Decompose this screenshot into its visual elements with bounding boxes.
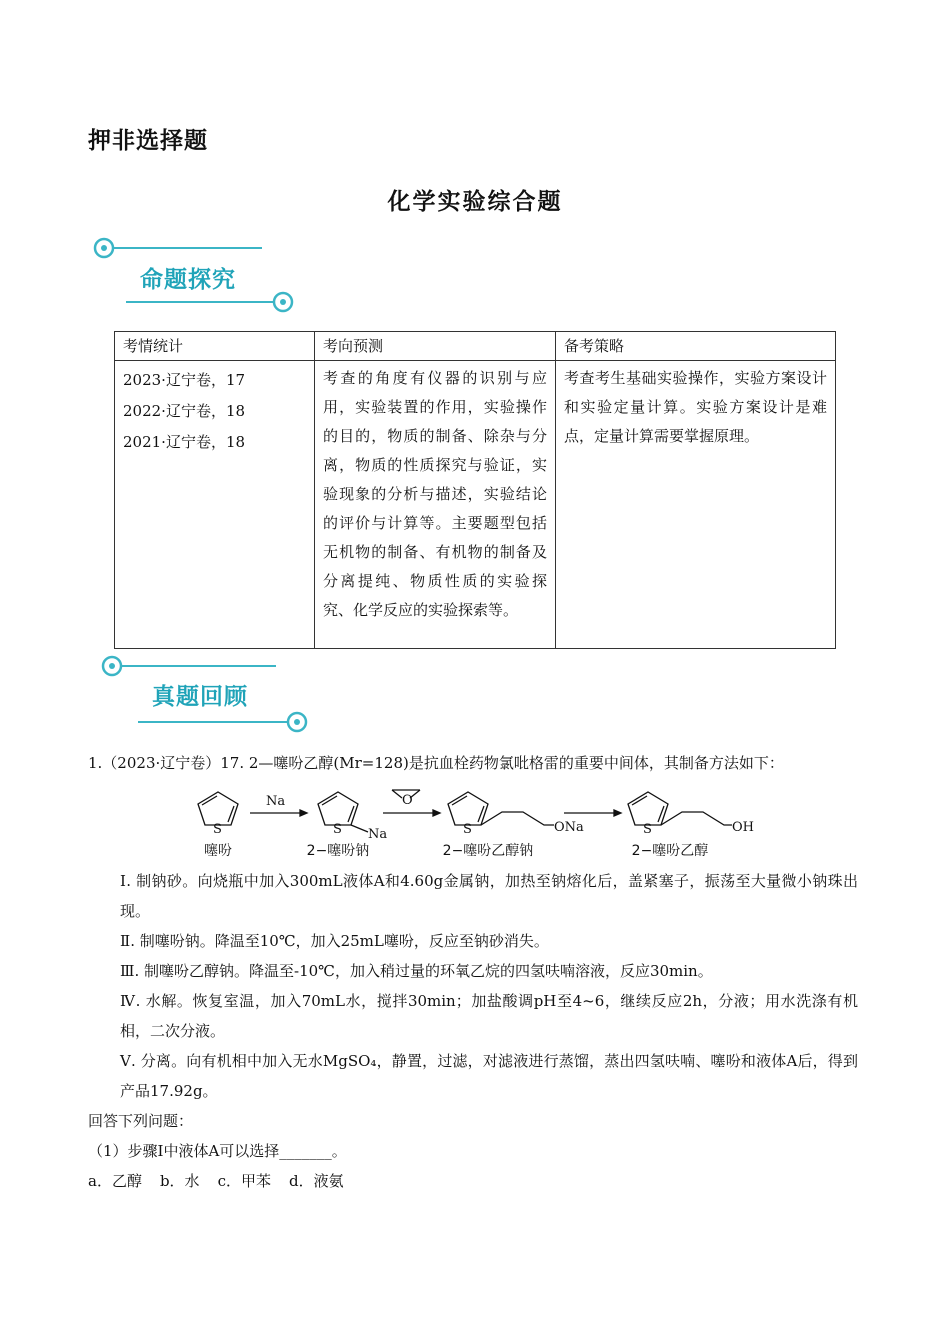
thiophene-ring-icon	[198, 792, 238, 825]
option-b[interactable]: b．水	[159, 1172, 200, 1190]
exam-stat: 2022·辽宁卷，18	[123, 402, 246, 420]
procedure-step: Ⅲ. 制噻吩乙醇钠。降温至-10℃，加入稍过量的环氧乙烷的四氢呋喃溶液，反应30min。	[120, 962, 713, 980]
exam-stats-cell	[115, 361, 315, 649]
banner-review	[98, 648, 328, 738]
option-d[interactable]: d．液氨	[288, 1172, 344, 1190]
banner-proposition	[90, 228, 320, 318]
thiophene-ethoxide-ring-icon	[448, 792, 488, 825]
sodium-group-label: Na	[368, 827, 388, 842]
question-prompt: 回答下列问题：	[88, 1112, 194, 1130]
strategy-cell: 考查考生基础实验操作，实验方案设计和实验定量计算。实验方案设计是难点，定量计算需要掌握原理。	[556, 361, 836, 649]
prediction-cell: 考查的角度有仪器的识别与应用，实验装置的作用，实验操作的目的，物质的制备、除杂与分离，物质的性质探究与验证，实验现象的分析与描述，实验结论的评价与计算等。主要题型包括无机物的制备、有机物的制备及分离提纯、物质性质的实验探究、化学反应的实验探索等。	[315, 361, 556, 649]
thienyl-sodium-ring-icon	[318, 792, 358, 825]
exam-stat: 2023·辽宁卷，17	[123, 371, 246, 389]
epoxide-oxygen-label: O	[402, 793, 413, 808]
sulfur-atom-label: S	[463, 822, 472, 837]
exam-stat: 2021·辽宁卷，18	[123, 433, 246, 451]
section-title: 押非选择题	[88, 128, 208, 154]
procedure-step: Ⅰ. 制钠砂。向烧瓶中加入300mL液体A和4.60g金属钠，加热至钠熔化后，盖紧塞子，振荡至大量微小钠珠出现。	[120, 872, 858, 920]
option-c[interactable]: c．甲苯	[217, 1172, 271, 1190]
reagent-na-label: Na	[266, 794, 286, 809]
exam-info-table	[114, 331, 836, 649]
oh-group-label: OH	[732, 820, 754, 835]
sulfur-atom-label: S	[333, 822, 342, 837]
procedure-step: Ⅱ. 制噻吩钠。降温至10℃，加入25mL噻吩，反应至钠砂消失。	[120, 932, 549, 950]
ona-group-label: ONa	[554, 820, 584, 835]
answer-options	[88, 1166, 344, 1196]
compound-name: 2−噻吩乙醇钠	[442, 843, 534, 859]
question-intro: 1.（2023·辽宁卷）17. 2—噻吩乙醇(Mr=128)是抗血栓药物氯吡格雷的重要中间体，其制备方法如下：	[88, 754, 784, 772]
thiophene-ethanol-ring-icon	[628, 792, 668, 825]
sub-question: （1）步骤Ⅰ中液体A可以选择_______。	[88, 1142, 347, 1160]
option-a[interactable]: a．乙醇	[88, 1172, 142, 1190]
page-title: 化学实验综合题	[387, 189, 563, 215]
compound-name: 2−噻吩钠	[306, 843, 370, 859]
banner-label: 命题探究	[140, 267, 236, 293]
reaction-scheme	[180, 780, 780, 862]
sulfur-atom-label: S	[643, 822, 652, 837]
banner-label: 真题回顾	[152, 684, 248, 710]
sulfur-atom-label: S	[213, 822, 222, 837]
table-header: 备考策略	[556, 332, 836, 361]
table-header: 考向预测	[315, 332, 556, 361]
compound-name: 噻吩	[204, 843, 232, 859]
compound-name: 2−噻吩乙醇	[631, 843, 709, 859]
procedure-step: Ⅴ. 分离。向有机相中加入无水MgSO₄，静置，过滤，对滤液进行蒸馏，蒸出四氢呋喃、噻吩和液体A后，得到产品17.92g。	[120, 1052, 858, 1100]
table-header: 考情统计	[115, 332, 315, 361]
procedure-step: Ⅳ. 水解。恢复室温，加入70mL水，搅拌30min；加盐酸调pH至4~6，继续反应2h，分液；用水洗涤有机相，二次分液。	[120, 992, 858, 1040]
